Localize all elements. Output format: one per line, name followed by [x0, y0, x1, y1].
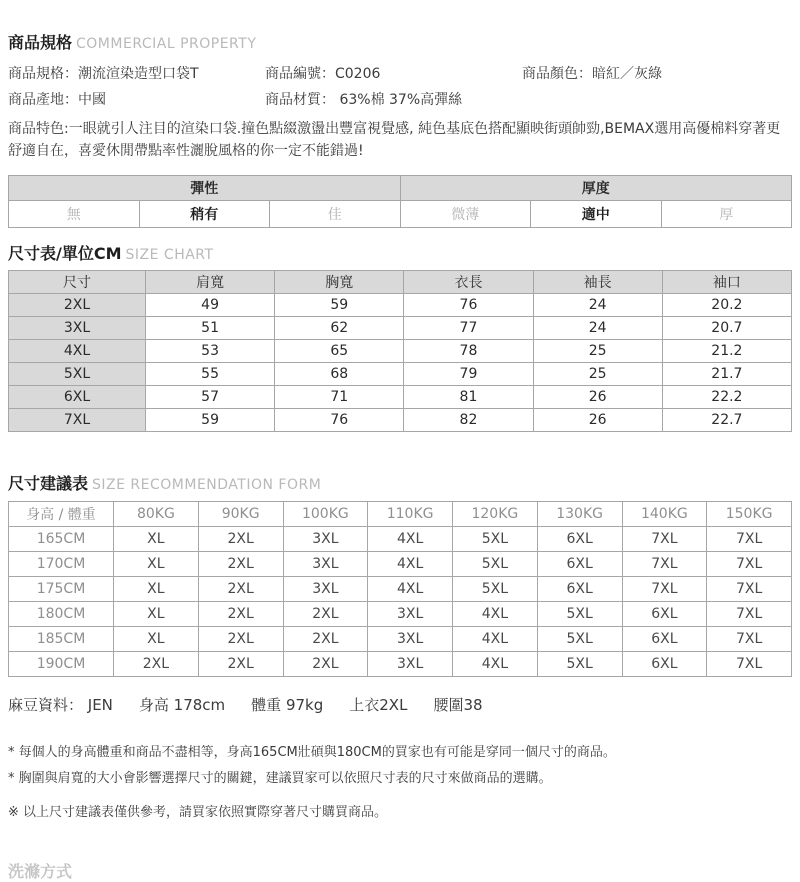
attribute-option-selected: 稍有: [139, 201, 270, 228]
table-cell: 7XL: [622, 527, 707, 552]
attribute-option: 微薄: [400, 201, 531, 228]
table-cell: 2XL: [198, 602, 283, 627]
footnotes: [8, 740, 792, 792]
table-cell: 5XL: [537, 652, 622, 677]
table-row: [9, 317, 792, 340]
size-chart-heading: [8, 244, 792, 265]
table-cell: 6XL: [537, 577, 622, 602]
table-cell: 51: [146, 317, 275, 340]
attribute-group-header: 彈性: [9, 176, 401, 201]
table-cell: 5XL: [537, 627, 622, 652]
table-cell: 6XL: [537, 552, 622, 577]
table-cell: 6XL: [537, 527, 622, 552]
table-cell: 5XL: [453, 527, 538, 552]
spec-section-title: 商品規格: [8, 33, 73, 52]
attribute-option: 無: [9, 201, 140, 228]
table-row: [9, 363, 792, 386]
table-cell: 2XL: [198, 627, 283, 652]
table-cell: 3XL: [283, 552, 368, 577]
table-cell: 3XL: [368, 627, 453, 652]
attribute-option-selected: 適中: [531, 201, 662, 228]
row-header: 3XL: [9, 317, 146, 340]
model-info-segment: 上衣2XL: [349, 696, 408, 714]
table-cell: 49: [146, 294, 275, 317]
table-cell: 7XL: [707, 627, 792, 652]
table-cell: 7XL: [707, 577, 792, 602]
table-cell: 2XL: [198, 552, 283, 577]
table-row: [9, 602, 792, 627]
table-cell: 7XL: [707, 602, 792, 627]
table-cell: 7XL: [707, 552, 792, 577]
attribute-option: 佳: [270, 201, 401, 228]
final-footnote: ※ 以上尺寸建議表僅供參考，請買家依照實際穿著尺寸購買商品。: [8, 805, 388, 820]
row-header: 2XL: [9, 294, 146, 317]
recommendation-title: 尺寸建議表: [8, 474, 89, 493]
table-cell: 6XL: [622, 602, 707, 627]
attribute-table: [8, 175, 792, 228]
product-spec: 商品規格：潮流渲染造型口袋T: [8, 66, 199, 82]
product-material: 商品材質： 63%棉 37%高彈絲: [265, 92, 463, 108]
column-header: 150KG: [707, 502, 792, 527]
column-header: 胸寬: [275, 271, 404, 294]
table-cell: XL: [114, 552, 199, 577]
table-cell: 2XL: [283, 652, 368, 677]
column-header: 袖口: [662, 271, 791, 294]
product-color: 商品顏色：暗紅／灰綠: [522, 66, 662, 82]
column-header: 袖長: [533, 271, 662, 294]
spec-section-heading: [8, 33, 792, 54]
table-cell: 59: [275, 294, 404, 317]
model-info-segment: 體重 97kg: [251, 696, 324, 714]
table-cell: 53: [146, 340, 275, 363]
table-cell: 82: [404, 409, 533, 432]
table-row: [9, 552, 792, 577]
attribute-group-header: 厚度: [400, 176, 792, 201]
table-cell: 2XL: [283, 627, 368, 652]
footnote-2: * 胸圍與肩寬的大小會影響選擇尺寸的關鍵，建議買家可以依照尺寸表的尺寸來做商品的選購。: [8, 771, 552, 786]
table-cell: 81: [404, 386, 533, 409]
recommendation-title-en: SIZE RECOMMENDATION FORM: [92, 477, 322, 493]
table-cell: 2XL: [198, 527, 283, 552]
table-cell: 76: [275, 409, 404, 432]
clipped-next-section-heading: 洗滌方式: [8, 862, 73, 881]
table-cell: 26: [533, 409, 662, 432]
table-cell: 21.7: [662, 363, 791, 386]
table-cell: 25: [533, 340, 662, 363]
row-header: 7XL: [9, 409, 146, 432]
table-cell: 4XL: [453, 652, 538, 677]
row-header: 6XL: [9, 386, 146, 409]
column-header: 110KG: [368, 502, 453, 527]
model-info-line: [8, 694, 792, 715]
column-header: 120KG: [453, 502, 538, 527]
product-feature-text: 商品特色:一眼就引人注目的渲染口袋.撞色點綴激盪出豐富視覺感, 純色基底色搭配顯映街頭帥勁,BEMAX選用高優棉料穿著更舒適自在，喜愛休閒帶點率性灑脫風格的你一定不能錯過!: [8, 121, 781, 159]
table-cell: 62: [275, 317, 404, 340]
table-cell: 57: [146, 386, 275, 409]
row-header: 180CM: [9, 602, 114, 627]
table-cell: 7XL: [707, 652, 792, 677]
table-cell: 65: [275, 340, 404, 363]
row-header: 190CM: [9, 652, 114, 677]
table-cell: 5XL: [453, 552, 538, 577]
table-cell: 3XL: [283, 527, 368, 552]
table-cell: 78: [404, 340, 533, 363]
table-cell: 68: [275, 363, 404, 386]
column-header: 100KG: [283, 502, 368, 527]
table-cell: 24: [533, 317, 662, 340]
table-cell: 2XL: [114, 652, 199, 677]
table-cell: 20.2: [662, 294, 791, 317]
table-cell: 2XL: [198, 652, 283, 677]
column-header: 80KG: [114, 502, 199, 527]
table-cell: 4XL: [368, 577, 453, 602]
attribute-option-row: [9, 201, 792, 228]
model-info-segment: 腰圍38: [433, 696, 483, 714]
table-row: [9, 652, 792, 677]
table-row: [9, 340, 792, 363]
table-cell: 76: [404, 294, 533, 317]
model-info-segment: 麻豆資料： JEN: [8, 696, 113, 714]
size-chart-title: 尺寸表/單位CM: [8, 244, 122, 263]
spec-section-title-en: COMMERCIAL PROPERTY: [76, 36, 257, 52]
table-row: [9, 409, 792, 432]
table-cell: 59: [146, 409, 275, 432]
table-cell: 2XL: [198, 577, 283, 602]
table-cell: 5XL: [537, 602, 622, 627]
table-cell: 4XL: [368, 527, 453, 552]
table-cell: XL: [114, 527, 199, 552]
recommendation-heading: [8, 474, 792, 495]
table-cell: 71: [275, 386, 404, 409]
table-cell: XL: [114, 577, 199, 602]
header-row: [9, 271, 792, 294]
row-header: 170CM: [9, 552, 114, 577]
table-cell: 2XL: [283, 602, 368, 627]
row-header: 175CM: [9, 577, 114, 602]
info-grid-spacer: [522, 87, 792, 113]
recommendation-table: [8, 501, 792, 677]
table-cell: 7XL: [622, 577, 707, 602]
table-row: [9, 386, 792, 409]
header-row: [9, 502, 792, 527]
table-cell: 21.2: [662, 340, 791, 363]
column-header: 衣長: [404, 271, 533, 294]
table-cell: 22.2: [662, 386, 791, 409]
row-header: 5XL: [9, 363, 146, 386]
table-row: [9, 527, 792, 552]
table-cell: 7XL: [622, 552, 707, 577]
table-cell: 26: [533, 386, 662, 409]
table-cell: 55: [146, 363, 275, 386]
table-cell: 77: [404, 317, 533, 340]
table-cell: XL: [114, 602, 199, 627]
product-spec-page: [0, 33, 800, 882]
table-cell: 24: [533, 294, 662, 317]
column-header: 130KG: [537, 502, 622, 527]
product-code: 商品編號：C0206: [265, 66, 381, 82]
table-cell: 4XL: [453, 627, 538, 652]
table-cell: 25: [533, 363, 662, 386]
attribute-group-row: [9, 176, 792, 201]
attribute-option: 厚: [661, 201, 792, 228]
size-chart-title-en: SIZE CHART: [125, 247, 214, 263]
model-info-segment: 身高 178cm: [138, 696, 226, 714]
column-header: 身高 / 體重: [9, 502, 114, 527]
footnote-1: * 每個人的身高體重和商品不盡相等，身高165CM壯碩與180CM的買家也有可能是穿同一個尺寸的商品。: [8, 745, 616, 760]
column-header: 肩寬: [146, 271, 275, 294]
table-cell: 3XL: [368, 602, 453, 627]
column-header: 90KG: [198, 502, 283, 527]
table-cell: 6XL: [622, 652, 707, 677]
column-header: 140KG: [622, 502, 707, 527]
table-row: [9, 294, 792, 317]
column-header: 尺寸: [9, 271, 146, 294]
table-row: [9, 627, 792, 652]
size-chart-table: [8, 270, 792, 432]
product-info-grid: [8, 61, 792, 113]
table-cell: 5XL: [453, 577, 538, 602]
table-cell: 6XL: [622, 627, 707, 652]
table-cell: 79: [404, 363, 533, 386]
row-header: 185CM: [9, 627, 114, 652]
table-cell: 3XL: [283, 577, 368, 602]
table-cell: 3XL: [368, 652, 453, 677]
table-row: [9, 577, 792, 602]
product-origin: 商品產地：中國: [8, 92, 106, 108]
table-cell: 4XL: [453, 602, 538, 627]
row-header: 165CM: [9, 527, 114, 552]
table-cell: 4XL: [368, 552, 453, 577]
table-cell: 20.7: [662, 317, 791, 340]
table-cell: 22.7: [662, 409, 791, 432]
table-cell: XL: [114, 627, 199, 652]
row-header: 4XL: [9, 340, 146, 363]
table-cell: 7XL: [707, 527, 792, 552]
